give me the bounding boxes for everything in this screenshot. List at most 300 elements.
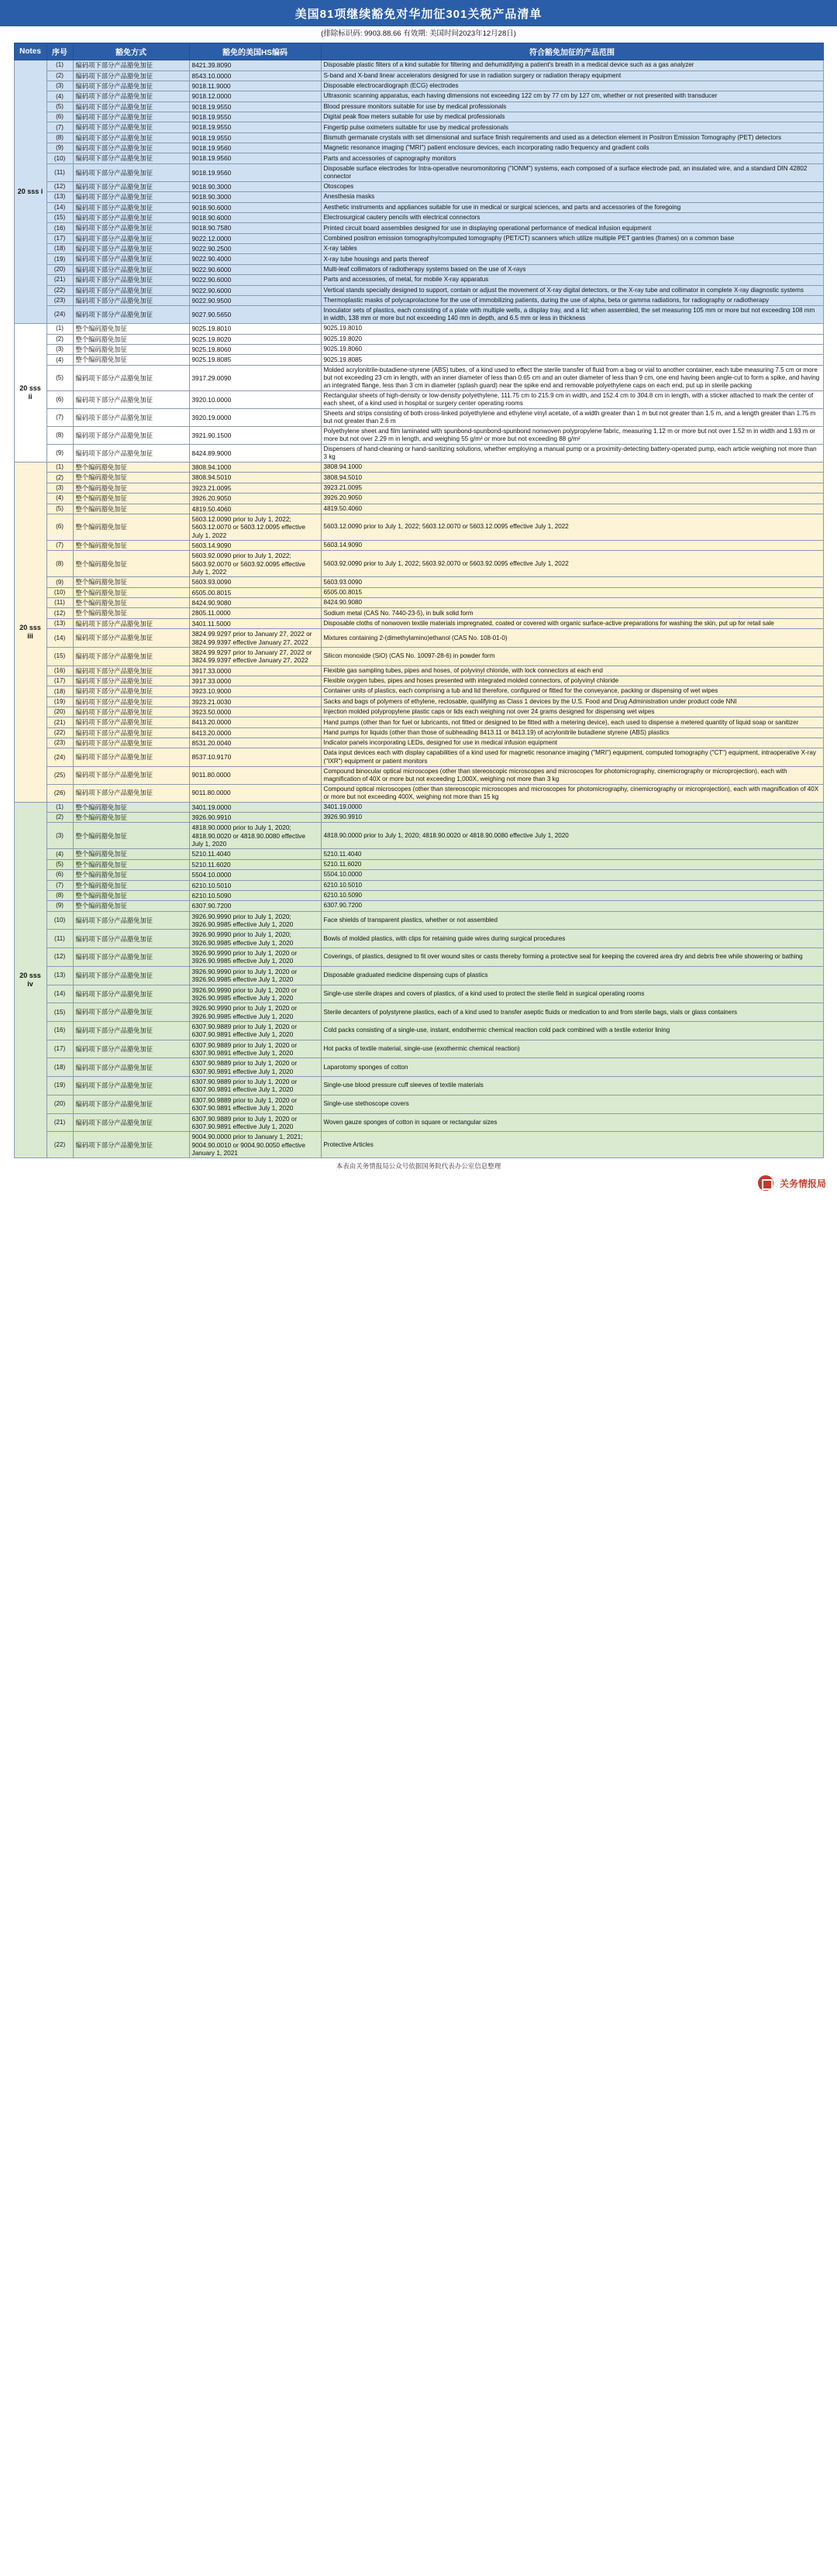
- sequence-cell: (1): [46, 324, 73, 334]
- hs-code-cell: 8421.39.8090: [189, 60, 321, 71]
- sequence-cell: (5): [46, 859, 73, 869]
- sequence-cell: (16): [46, 665, 73, 676]
- sequence-cell: (10): [46, 587, 73, 597]
- product-scope-cell: Inoculator sets of plastics, each consisting of a plate with multiple wells, a display tray, and a lid; when assembled, the set measuring 105 mm or more but not exceeding 108 mm in width, 138 mm or more but not exceeding 140 mm in depth, and 6.5 mm or less in thickness: [321, 306, 823, 324]
- hs-code-cell: 6307.90.9889 prior to July 1, 2020 or 6307.90.9891 effective July 1, 2020: [189, 1021, 321, 1040]
- hs-code-cell: 8413.20.0000: [189, 717, 321, 727]
- table-row: [14, 608, 823, 618]
- table-row: [14, 911, 823, 930]
- hs-code-cell: 6210.10.5090: [189, 890, 321, 900]
- hs-code-cell: 3923.10.9000: [189, 686, 321, 696]
- hs-code-cell: 9025.19.8085: [189, 355, 321, 365]
- table-row: [14, 101, 823, 112]
- exclusion-mode-cell: 编码项下部分产品豁免加征: [73, 275, 189, 285]
- hs-code-cell: 9022.90.2500: [189, 244, 321, 254]
- sequence-cell: (12): [46, 181, 73, 191]
- exclusion-mode-cell: 编码项下部分产品豁免加征: [73, 81, 189, 91]
- exclusion-mode-cell: 编码项下部分产品豁免加征: [73, 91, 189, 101]
- hs-code-cell: 9022.12.0000: [189, 233, 321, 243]
- table-row: [14, 901, 823, 911]
- table-row: [14, 408, 823, 426]
- table-row: [14, 738, 823, 748]
- product-scope-cell: Indicator panels incorporating LEDs, designed for use in medical infusion equipment: [321, 738, 823, 748]
- exclusion-mode-cell: 整个编码豁免加征: [73, 813, 189, 823]
- exclusion-mode-cell: 整个编码豁免加征: [73, 823, 189, 849]
- table-row: [14, 355, 823, 365]
- table-row: [14, 473, 823, 483]
- product-scope-cell: Compound binocular optical microscopes (other than stereoscopic microscopes and microscopes for photomicrography, cinemicrography or microprojection), each with magnification of 40X or more but not exceeding 1,000X, weighing not more than 3 kg: [321, 766, 823, 784]
- table-row: [14, 463, 823, 473]
- sequence-cell: (15): [46, 647, 73, 665]
- product-scope-cell: Compound optical microscopes (other than stereoscopic microscopes and microscopes for photomicrography, cinemicrography or microprojection), each with magnification of 40X or more but not exceeding 400X, weighing not more than 15 kg: [321, 784, 823, 802]
- table-row: [14, 727, 823, 738]
- exclusion-mode-cell: 编码项下部分产品豁免加征: [73, 244, 189, 254]
- table-row: [14, 985, 823, 1003]
- sequence-cell: (16): [46, 223, 73, 233]
- product-scope-cell: 6307.90.7200: [321, 901, 823, 911]
- product-scope-cell: Mixtures containing 2-(dimethylamino)ethanol (CAS No. 108-01-0): [321, 629, 823, 648]
- exclusion-mode-cell: 整个编码豁免加征: [73, 802, 189, 812]
- product-scope-cell: Injection molded polypropylene plastic caps or lids each weighing not over 24 grams designed for dispensing wet wipes: [321, 707, 823, 717]
- product-scope-cell: 3401.19.0000: [321, 802, 823, 812]
- product-scope-cell: 6210.10.5090: [321, 890, 823, 900]
- exclusion-mode-cell: 编码项下部分产品豁免加征: [73, 1113, 189, 1132]
- exclusion-mode-cell: 整个编码豁免加征: [73, 345, 189, 355]
- hs-code-cell: 6505.00.8015: [189, 587, 321, 597]
- table-row: [14, 890, 823, 900]
- hs-code-cell: 8424.89.9000: [189, 445, 321, 463]
- exclusion-mode-cell: 编码项下部分产品豁免加征: [73, 930, 189, 948]
- exclusion-mode-cell: 整个编码豁免加征: [73, 473, 189, 483]
- exclusion-mode-cell: 编码项下部分产品豁免加征: [73, 264, 189, 274]
- product-scope-cell: Molded acrylonitrile-butadiene-styrene (ABS) tubes, of a kind used to effect the sterile transfer of fluid from a bag or vial to another container, each tube measuring 7.5 cm or more but not exceeding 23 cm in length, with an inner diameter of less than 0.65 cm and an outer diameter of less than 9 cm, one end having been angle-cut to form a spike, and having an integrated flange, less than 3 cm in diameter (splash guard) near the spike end and removable polyethylene caps on each end, put up in sterile packing: [321, 365, 823, 390]
- hs-code-cell: 9018.90.3000: [189, 181, 321, 191]
- product-scope-cell: Multi-leaf collimators of radiotherapy systems based on the use of X-rays: [321, 264, 823, 274]
- hs-code-cell: 9025.19.8010: [189, 324, 321, 334]
- sequence-cell: (13): [46, 966, 73, 985]
- product-scope-cell: Disposable electrocardiograph (ECG) electrodes: [321, 81, 823, 91]
- table-row: [14, 966, 823, 985]
- hs-code-cell: 5603.92.0090 prior to July 1, 2022; 5603.92.0070 or 5603.92.0095 effective July 1, 2022: [189, 551, 321, 577]
- table-row: [14, 285, 823, 295]
- hs-code-cell: 5603.12.0090 prior to July 1, 2022; 5603.12.0070 or 5603.12.0095 effective July 1, 2022: [189, 514, 321, 540]
- product-scope-cell: 3808.94.5010: [321, 473, 823, 483]
- sequence-cell: (23): [46, 295, 73, 305]
- sequence-cell: (4): [46, 355, 73, 365]
- exclusion-mode-cell: 整个编码豁免加征: [73, 463, 189, 473]
- document-page: [0, 0, 837, 1197]
- hs-code-cell: 9018.11.9000: [189, 81, 321, 91]
- product-scope-cell: Hand pumps for liquids (other than those of subheading 8413.11 or 8413.19) of acrylonitrile butadiene styrene (ABS) plastics: [321, 727, 823, 738]
- exclusion-mode-cell: 编码项下部分产品豁免加征: [73, 966, 189, 985]
- exclusion-mode-cell: 编码项下部分产品豁免加征: [73, 738, 189, 748]
- sequence-cell: (21): [46, 1113, 73, 1132]
- product-scope-cell: Sodium metal (CAS No. 7440-23-5), in bulk solid form: [321, 608, 823, 618]
- table-row: [14, 122, 823, 132]
- exclusion-mode-cell: 编码项下部分产品豁免加征: [73, 285, 189, 295]
- table-row: [14, 1021, 823, 1040]
- exclusion-mode-cell: 编码项下部分产品豁免加征: [73, 365, 189, 390]
- hs-code-cell: 3917.33.0000: [189, 676, 321, 686]
- product-scope-cell: Protective Articles: [321, 1132, 823, 1158]
- product-scope-cell: Bismuth germanate crystals with set dimensional and surface finish requirements and used as a detection element in Positron Emission Tomography (PET) detectors: [321, 132, 823, 143]
- product-scope-cell: Flexible gas sampling tubes, pipes and hoses, of polyvinyl chloride, with lock connectors at each end: [321, 665, 823, 676]
- table-row: [14, 264, 823, 274]
- product-scope-cell: Parts and accessories of capnography monitors: [321, 153, 823, 163]
- product-scope-cell: Hand pumps (other than for fuel or lubricants, not fitted or designed to be fitted with a metering device), each used to dispense a metered quantity of liquid soap or sanitizer: [321, 717, 823, 727]
- sequence-cell: (1): [46, 463, 73, 473]
- product-scope-cell: 5210.11.6020: [321, 859, 823, 869]
- tariff-exclusion-table: [14, 43, 824, 1158]
- exclusion-mode-cell: 编码项下部分产品豁免加征: [73, 143, 189, 153]
- exclusion-mode-cell: 编码项下部分产品豁免加征: [73, 748, 189, 766]
- table-row: [14, 275, 823, 285]
- hs-code-cell: 9022.90.6000: [189, 264, 321, 274]
- hs-code-cell: 9022.90.6000: [189, 275, 321, 285]
- table-row: [14, 577, 823, 587]
- exclusion-mode-cell: 编码项下部分产品豁免加征: [73, 112, 189, 122]
- hs-code-cell: 9018.19.9550: [189, 132, 321, 143]
- hs-code-cell: 9018.19.9550: [189, 122, 321, 132]
- sequence-cell: (14): [46, 629, 73, 648]
- sequence-cell: (11): [46, 163, 73, 181]
- hs-code-cell: 8424.90.9080: [189, 598, 321, 608]
- exclusion-mode-cell: 编码项下部分产品豁免加征: [73, 1095, 189, 1113]
- table-row: [14, 618, 823, 628]
- hs-code-cell: 3401.11.5000: [189, 618, 321, 628]
- sequence-cell: (12): [46, 608, 73, 618]
- sequence-cell: (15): [46, 212, 73, 222]
- product-scope-cell: 3808.94.1000: [321, 463, 823, 473]
- table-row: [14, 859, 823, 869]
- exclusion-mode-cell: 编码项下部分产品豁免加征: [73, 1003, 189, 1022]
- exclusion-mode-cell: 编码项下部分产品豁免加征: [73, 192, 189, 202]
- sequence-cell: (22): [46, 727, 73, 738]
- table-header-row: [14, 43, 823, 60]
- hs-code-cell: 3923.21.0030: [189, 696, 321, 707]
- hs-code-cell: 5210.11.4040: [189, 849, 321, 859]
- sequence-cell: (3): [46, 345, 73, 355]
- exclusion-mode-cell: 编码项下部分产品豁免加征: [73, 295, 189, 305]
- product-scope-cell: 6210.10.5010: [321, 880, 823, 890]
- product-scope-cell: Disposable graduated medicine dispensing cups of plastics: [321, 966, 823, 985]
- product-scope-cell: Magnetic resonance imaging ("MRI") patient enclosure devices, each incorporating radio frequency and gradient coils: [321, 143, 823, 153]
- sequence-cell: (7): [46, 122, 73, 132]
- product-scope-cell: 3923.21.0095: [321, 483, 823, 493]
- product-scope-cell: Hot packs of textile material, single-use (exothermic chemical reaction): [321, 1040, 823, 1058]
- table-row: [14, 365, 823, 390]
- product-scope-cell: S-band and X-band linear accelerators designed for use in radiation surgery or radiation therapy equipment: [321, 71, 823, 81]
- table-row: [14, 483, 823, 493]
- sequence-cell: (12): [46, 948, 73, 967]
- exclusion-mode-cell: 编码项下部分产品豁免加征: [73, 233, 189, 243]
- product-scope-cell: 9025.19.8060: [321, 345, 823, 355]
- exclusion-mode-cell: 编码项下部分产品豁免加征: [73, 408, 189, 426]
- hs-code-cell: 3926.90.9990 prior to July 1, 2020 or 3926.90.9985 effective July 1, 2020: [189, 1003, 321, 1022]
- exclusion-mode-cell: 整个编码豁免加征: [73, 514, 189, 540]
- hs-code-cell: 8531.20.0040: [189, 738, 321, 748]
- hs-code-cell: 9022.90.4000: [189, 254, 321, 264]
- exclusion-mode-cell: 编码项下部分产品豁免加征: [73, 665, 189, 676]
- table-row: [14, 870, 823, 880]
- hs-code-cell: 3923.50.0000: [189, 707, 321, 717]
- product-scope-cell: Anesthesia masks: [321, 192, 823, 202]
- notes-cell: 20 sss ii: [14, 324, 46, 463]
- sequence-cell: (14): [46, 985, 73, 1003]
- hs-code-cell: 4818.90.0000 prior to July 1, 2020; 4818.90.0020 or 4818.90.0080 effective July 1, 2020: [189, 823, 321, 849]
- hs-code-cell: 6307.90.9889 prior to July 1, 2020 or 6307.90.9891 effective July 1, 2020: [189, 1077, 321, 1095]
- exclusion-mode-cell: 编码项下部分产品豁免加征: [73, 1077, 189, 1095]
- hs-code-cell: 6307.90.9889 prior to July 1, 2020 or 6307.90.9891 effective July 1, 2020: [189, 1095, 321, 1113]
- sequence-cell: (20): [46, 1095, 73, 1113]
- exclusion-mode-cell: 整个编码豁免加征: [73, 483, 189, 493]
- product-scope-cell: Polyethylene sheet and film laminated with spunbond-spunbond-spunbond nonwoven polypropylene fabric, measuring 1.12 m or more but not over 1.52 m in width and 1.93 m or more but not over 2.29 m in length, and weighing 55 g/m² or more but not exceeding 88 g/m²: [321, 426, 823, 444]
- table-row: [14, 707, 823, 717]
- table-row: [14, 295, 823, 305]
- product-scope-cell: 9025.19.8010: [321, 324, 823, 334]
- exclusion-mode-cell: 整个编码豁免加征: [73, 324, 189, 334]
- exclusion-mode-cell: 编码项下部分产品豁免加征: [73, 122, 189, 132]
- hs-code-cell: 8537.10.9170: [189, 748, 321, 766]
- sequence-cell: (9): [46, 143, 73, 153]
- col-mode: 豁免方式: [73, 43, 189, 60]
- exclusion-mode-cell: 编码项下部分产品豁免加征: [73, 71, 189, 81]
- exclusion-mode-cell: 整个编码豁免加征: [73, 540, 189, 550]
- page-subtitle: (排除标识码: 9903.88.66 有效期: 美国时间2023年12月28日): [321, 29, 516, 38]
- table-row: [14, 244, 823, 254]
- hs-code-cell: 6210.10.5010: [189, 880, 321, 890]
- sequence-cell: (6): [46, 870, 73, 880]
- table-row: [14, 132, 823, 143]
- product-scope-cell: 4819.50.4060: [321, 504, 823, 514]
- sequence-cell: (8): [46, 551, 73, 577]
- exclusion-mode-cell: 编码项下部分产品豁免加征: [73, 153, 189, 163]
- table-row: [14, 60, 823, 71]
- exclusion-mode-cell: 整个编码豁免加征: [73, 901, 189, 911]
- hs-code-cell: 9004.90.0000 prior to January 1, 2021; 9004.90.0010 or 9004.90.0050 effective January 1, 2021: [189, 1132, 321, 1158]
- product-scope-cell: Container units of plastics, each comprising a tub and lid therefore, configured or fitted for the conveyance, packing or dispensing of wet wipes: [321, 686, 823, 696]
- hs-code-cell: 6307.90.9889 prior to July 1, 2020 or 6307.90.9891 effective July 1, 2020: [189, 1113, 321, 1132]
- table-row: [14, 494, 823, 504]
- product-scope-cell: 5603.12.0090 prior to July 1, 2022; 5603.12.0070 or 5603.12.0095 effective July 1, 2022: [321, 514, 823, 540]
- product-scope-cell: Dispensers of hand-cleaning or hand-sanitizing solutions, whether employing a manual pump or a proximity-detecting battery-operated pump, each article weighing not more than 3 kg: [321, 445, 823, 463]
- hs-code-cell: 5603.93.0090: [189, 577, 321, 587]
- hs-code-cell: 9018.19.9550: [189, 112, 321, 122]
- table-row: [14, 647, 823, 665]
- sequence-cell: (8): [46, 426, 73, 444]
- table-row: [14, 390, 823, 408]
- product-scope-cell: Disposable surface electrodes for Intra-operative neuromonitoring ("IONM") systems, each composed of a surface electrode pad, an insulated wire, and a standard DIN 42802 connector: [321, 163, 823, 181]
- exclusion-mode-cell: 整个编码豁免加征: [73, 608, 189, 618]
- sequence-cell: (11): [46, 598, 73, 608]
- sequence-cell: (4): [46, 91, 73, 101]
- source-note: 本表由关务情报局公众号依据国务院代表办公室信息整理: [336, 1162, 501, 1171]
- table-row: [14, 823, 823, 849]
- sequence-cell: (15): [46, 1003, 73, 1022]
- exclusion-mode-cell: 编码项下部分产品豁免加征: [73, 696, 189, 707]
- product-scope-cell: Sterile decanters of polystyrene plastics, each of a kind used to transfer aseptic fluids or medication to and from sterile bags, vials or glass containers: [321, 1003, 823, 1022]
- sequence-cell: (17): [46, 676, 73, 686]
- hs-code-cell: 3926.90.9990 prior to July 1, 2020 or 3926.90.9985 effective July 1, 2020: [189, 985, 321, 1003]
- title-bar: [0, 0, 837, 26]
- table-row: [14, 813, 823, 823]
- notes-cell: 20 sss iv: [14, 802, 46, 1158]
- hs-code-cell: 2805.11.0000: [189, 608, 321, 618]
- exclusion-mode-cell: 编码项下部分产品豁免加征: [73, 727, 189, 738]
- exclusion-mode-cell: 整个编码豁免加征: [73, 587, 189, 597]
- table-row: [14, 514, 823, 540]
- exclusion-mode-cell: 编码项下部分产品豁免加征: [73, 911, 189, 930]
- sequence-cell: (23): [46, 738, 73, 748]
- product-scope-cell: 5210.11.4040: [321, 849, 823, 859]
- product-scope-cell: Sheets and strips consisting of both cross-linked polyethylene and ethylene vinyl acetate, of a width greater than 1 m but not greater than 1.5 m, and a length greater than 1.75 m but not greater than 2.6 m: [321, 408, 823, 426]
- hs-code-cell: 3824.99.9297 prior to January 27, 2022 or 3824.99.9397 effective January 27, 2022: [189, 647, 321, 665]
- hs-code-cell: 9018.19.9560: [189, 163, 321, 181]
- table-row: [14, 717, 823, 727]
- table-row: [14, 504, 823, 514]
- table-row: [14, 849, 823, 859]
- exclusion-mode-cell: 编码项下部分产品豁免加征: [73, 132, 189, 143]
- product-scope-cell: Printed circuit board assemblies designed for use in displaying operational performance of medical infusion equipment: [321, 223, 823, 233]
- exclusion-mode-cell: 编码项下部分产品豁免加征: [73, 948, 189, 967]
- table-row: [14, 112, 823, 122]
- sequence-cell: (10): [46, 911, 73, 930]
- table-row: [14, 223, 823, 233]
- table-row: [14, 629, 823, 648]
- sequence-cell: (2): [46, 334, 73, 344]
- sequence-cell: (9): [46, 577, 73, 587]
- sequence-cell: (22): [46, 1132, 73, 1158]
- table-row: [14, 212, 823, 222]
- hs-code-cell: 3808.94.1000: [189, 463, 321, 473]
- hs-code-cell: 3926.90.9990 prior to July 1, 2020; 3926.90.9985 effective July 1, 2020: [189, 930, 321, 948]
- col-hs: 豁免的美国HS编码: [189, 43, 321, 60]
- product-scope-cell: Laparotomy sponges of cotton: [321, 1058, 823, 1077]
- product-scope-cell: Coverings, of plastics, designed to fit over wound sites or casts thereby forming a protective seal for keeping the covered area dry and debris free while showering or bathing: [321, 948, 823, 967]
- exclusion-mode-cell: 编码项下部分产品豁免加征: [73, 445, 189, 463]
- hs-code-cell: 5603.14.9090: [189, 540, 321, 550]
- sequence-cell: (13): [46, 192, 73, 202]
- sequence-cell: (24): [46, 748, 73, 766]
- exclusion-mode-cell: 编码项下部分产品豁免加征: [73, 1132, 189, 1158]
- exclusion-mode-cell: 整个编码豁免加征: [73, 849, 189, 859]
- exclusion-mode-cell: 编码项下部分产品豁免加征: [73, 985, 189, 1003]
- product-scope-cell: Rectangular sheets of high-density or low-density polyethylene, 111.75 cm to 215.9 cm in width, and 152.4 cm to 304.8 cm in length, with a sticker attached to mark the center of each sheet, of a kind used in hospital or surgery center operating rooms: [321, 390, 823, 408]
- hs-code-cell: 3808.94.5010: [189, 473, 321, 483]
- hs-code-cell: 3926.90.9990 prior to July 1, 2020; 3926.90.9985 effective July 1, 2020: [189, 911, 321, 930]
- sequence-cell: (5): [46, 101, 73, 112]
- product-scope-cell: Sacks and bags of polymers of ethylene, reclosable, qualifying as Class 1 devices by the U.S. Food and Drug Administration under product code NNI: [321, 696, 823, 707]
- product-scope-cell: 9025.19.8020: [321, 334, 823, 344]
- exclusion-mode-cell: 编码项下部分产品豁免加征: [73, 254, 189, 264]
- sequence-cell: (4): [46, 494, 73, 504]
- sequence-cell: (2): [46, 71, 73, 81]
- sequence-cell: (7): [46, 880, 73, 890]
- hs-code-cell: 9025.19.8060: [189, 345, 321, 355]
- hs-code-cell: 8413.20.0000: [189, 727, 321, 738]
- product-scope-cell: Aesthetic instruments and appliances suitable for use in medical or surgical sciences, and parts and accessories of the foregoing: [321, 202, 823, 212]
- exclusion-mode-cell: 编码项下部分产品豁免加征: [73, 1040, 189, 1058]
- hs-code-cell: 6307.90.7200: [189, 901, 321, 911]
- product-scope-cell: Combined positron emission tomography/computed tomography (PET/CT) scanners which utilize multiple PET gantries (frames) on a common base: [321, 233, 823, 243]
- product-scope-cell: Flexible oxygen tubes, pipes and hoses presented with integrated molded connectors, of polyvinyl chloride: [321, 676, 823, 686]
- exclusion-mode-cell: 编码项下部分产品豁免加征: [73, 686, 189, 696]
- hs-code-cell: 3920.10.0000: [189, 390, 321, 408]
- sequence-cell: (17): [46, 233, 73, 243]
- sequence-cell: (5): [46, 504, 73, 514]
- product-scope-cell: Woven gauze sponges of cotton in square or rectangular sizes: [321, 1113, 823, 1132]
- col-notes: Notes: [14, 43, 46, 60]
- product-scope-cell: Ultrasonic scanning apparatus, each having dimensions not exceeding 122 cm by 77 cm by 127 cm, whether or not presented with transducer: [321, 91, 823, 101]
- exclusion-mode-cell: 编码项下部分产品豁免加征: [73, 618, 189, 628]
- col-seq: 序号: [46, 43, 73, 60]
- table-row: [14, 426, 823, 444]
- product-scope-cell: 4818.90.0000 prior to July 1, 2020; 4818.90.0020 or 4818.90.0080 effective July 1, 2020: [321, 823, 823, 849]
- sequence-cell: (20): [46, 707, 73, 717]
- table-row: [14, 306, 823, 324]
- sequence-cell: (19): [46, 254, 73, 264]
- sequence-cell: (6): [46, 514, 73, 540]
- table-row: [14, 784, 823, 802]
- sequence-cell: (19): [46, 696, 73, 707]
- table-row: [14, 1058, 823, 1077]
- exclusion-mode-cell: 编码项下部分产品豁免加征: [73, 306, 189, 324]
- sequence-cell: (2): [46, 813, 73, 823]
- table-row: [14, 202, 823, 212]
- exclusion-mode-cell: 编码项下部分产品豁免加征: [73, 1021, 189, 1040]
- hs-code-cell: 9022.90.9500: [189, 295, 321, 305]
- hs-code-cell: 3923.21.0095: [189, 483, 321, 493]
- table-row: [14, 143, 823, 153]
- table-row: [14, 334, 823, 344]
- table-row: [14, 81, 823, 91]
- sequence-cell: (10): [46, 153, 73, 163]
- page-title: 美国81项继续豁免对华加征301关税产品清单: [294, 8, 542, 21]
- table-row: [14, 1113, 823, 1132]
- hs-code-cell: 3917.33.0000: [189, 665, 321, 676]
- table-row: [14, 930, 823, 948]
- sequence-cell: (22): [46, 285, 73, 295]
- exclusion-mode-cell: 编码项下部分产品豁免加征: [73, 676, 189, 686]
- sequence-cell: (8): [46, 890, 73, 900]
- table-row: [14, 192, 823, 202]
- sequence-cell: (11): [46, 930, 73, 948]
- hs-code-cell: 9018.90.3000: [189, 192, 321, 202]
- table-row: [14, 880, 823, 890]
- exclusion-mode-cell: 整个编码豁免加征: [73, 504, 189, 514]
- exclusion-mode-cell: 编码项下部分产品豁免加征: [73, 202, 189, 212]
- hs-code-cell: 9018.90.6000: [189, 202, 321, 212]
- product-scope-cell: 5504.10.0000: [321, 870, 823, 880]
- sequence-cell: (19): [46, 1077, 73, 1095]
- product-scope-cell: Single-use stethoscope covers: [321, 1095, 823, 1113]
- hs-code-cell: 9018.19.9550: [189, 101, 321, 112]
- product-scope-cell: Parts and accessories, of metal, for mobile X-ray apparatus: [321, 275, 823, 285]
- table-row: [14, 445, 823, 463]
- hs-code-cell: 9018.12.0000: [189, 91, 321, 101]
- product-scope-cell: Silicon monoxide (SiO) (CAS No. 10097-28-6) in powder form: [321, 647, 823, 665]
- exclusion-mode-cell: 编码项下部分产品豁免加征: [73, 212, 189, 222]
- exclusion-mode-cell: 编码项下部分产品豁免加征: [73, 707, 189, 717]
- hs-code-cell: 3917.29.0090: [189, 365, 321, 390]
- product-scope-cell: X-ray tube housings and parts thereof: [321, 254, 823, 264]
- sequence-cell: (6): [46, 390, 73, 408]
- hs-code-cell: 9018.90.7580: [189, 223, 321, 233]
- sequence-cell: (14): [46, 202, 73, 212]
- exclusion-mode-cell: 整个编码豁免加征: [73, 577, 189, 587]
- product-scope-cell: 5603.92.0090 prior to July 1, 2022; 5603.92.0070 or 5603.92.0095 effective July 1, 2022: [321, 551, 823, 577]
- exclusion-mode-cell: 编码项下部分产品豁免加征: [73, 390, 189, 408]
